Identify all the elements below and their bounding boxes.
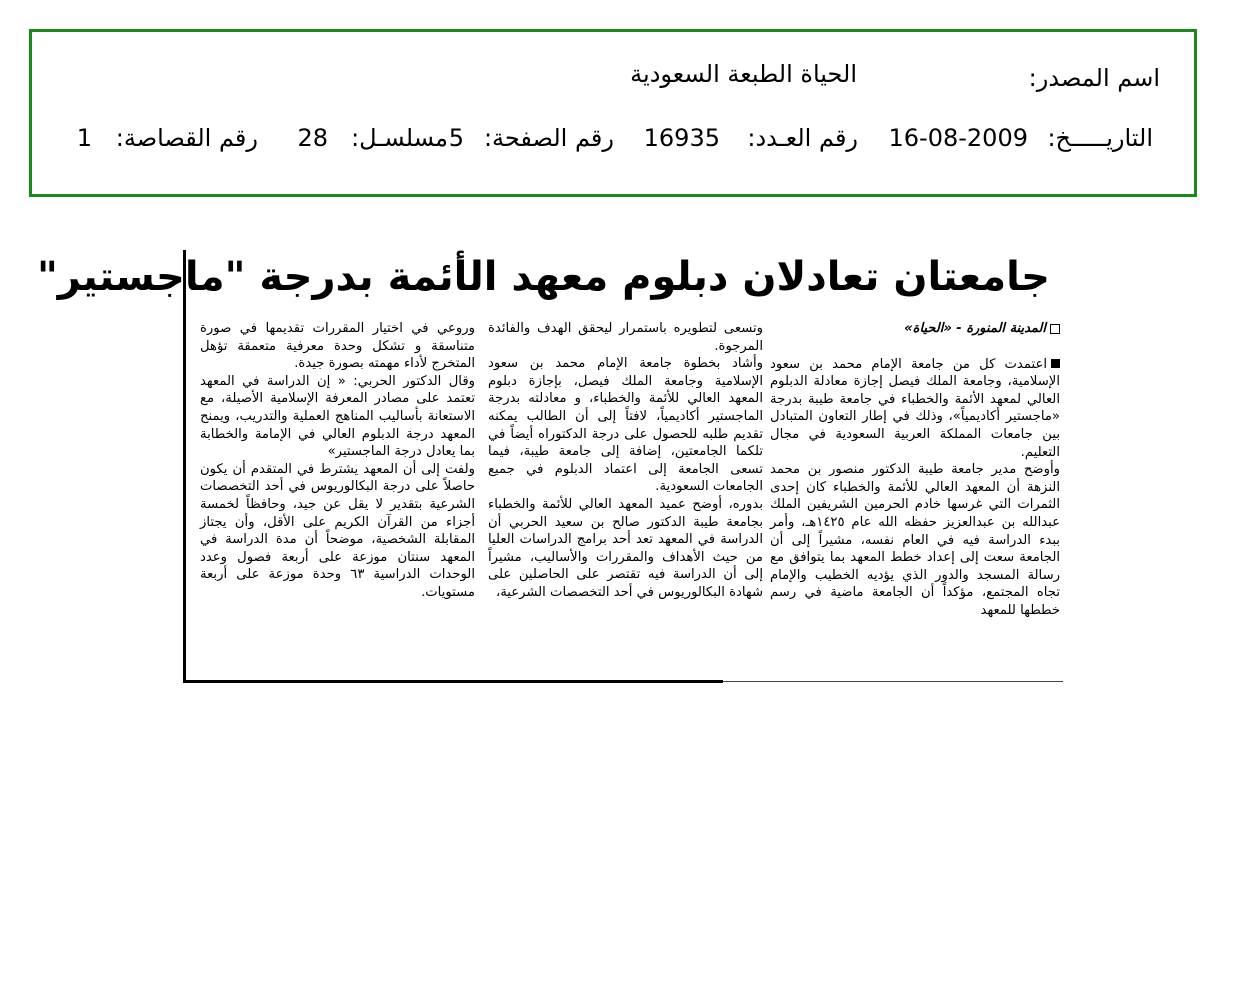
metadata-box [29, 29, 1197, 197]
paragraph: ولفت إلى أن المعهد يشترط في المتقدم أن يكون حاصلاً على درجة البكالوريوس في أحد التخصصات الشرعية بتقدير لا يقل عن جيد، وحافظاً لخمسة أجزاء من القرآن الكريم على الأقل، وأن يجتاز المقابلة الشخصية، موضحاً أن مدة الدراسة في المعهد سنتان موزعة على أربعة فصول وعدد الوحدات الدراسية ٦٣ وحدة موزعة على أربعة مستويات. [200, 461, 475, 600]
serial-value: 28 [297, 124, 328, 152]
article-column-2 [488, 320, 763, 602]
article-border-left [183, 250, 186, 682]
article-border-bottom-thin [723, 681, 1063, 682]
paragraph [770, 356, 1060, 462]
paragraph: وروعي في اختيار المقررات تقديمها في صورة متناسقة و تشكل وحدة معرفية متعمقة تؤهل المتخرج لأداء مهمته بصورة جيدة. [200, 321, 475, 372]
dateline [770, 320, 1060, 338]
clip-label: رقم القصاصة: [115, 124, 258, 152]
paragraph: وقال الدكتور الحربي: « إن الدراسة في المعهد تعتمد على مصادر المعرفة الإسلامية الأصيلة، مع الاستعانة بأساليب المناهج العملية والتدريب، ويمنح المعهد درجة الدبلوم العالي في الإمامة والخطابة بما يعادل درجة الماجستير» [200, 373, 475, 460]
article-border-bottom [183, 680, 723, 683]
dateline-text: المدينة المنورة - «الحياة» [904, 321, 1046, 336]
paragraph: وتسعى لتطويره باستمرار ليحقق الهدف والفائدة المرجوة. [488, 321, 763, 354]
source-label: اسم المصدر: [1028, 64, 1160, 92]
article-column-1 [770, 320, 1060, 620]
page-label: رقم الصفحة: [483, 124, 614, 152]
source-value: الحياة الطبعة السعودية [630, 60, 857, 88]
paragraph: بدوره، أوضح عميد المعهد العالي للأئمة والخطباء بجامعة طيبة الدكتور صالح بن سعيد الحربي أن الدراسة في المعهد تعد أحد برامج الدراسات العليا من حيث الأهداف والمقررات والأساليب، مشيراً إلى أن الدراسة فيه تقتصر على الحاصلين على شهادة البكالوريوس في أحد التخصصات الشرعية، [488, 496, 763, 600]
paragraph-text: اعتمدت كل من جامعة الإمام محمد بن سعود الإسلامية، وجامعة الملك فيصل إجازة معادلة الدبلوم العالي لمعهد الأئمة والخطباء في جامعة طيبة بدرجة «ماجستير أكاديمياً»، وذلك في إطار التعاون المتبادل بين جامعات المملكة العربية السعودية في مجال التعليم. [770, 356, 1060, 460]
filled-square-icon [1051, 359, 1060, 368]
paragraph: وأوضح مدير جامعة طيبة الدكتور منصور بن محمد النزهة أن المعهد العالي للأئمة والخطباء كان إحدى الثمرات التي غرسها خادم الحرمين الشريفين الملك عبدالله بن عبدالعزيز حفظه الله عام ١٤٢٥هـ، وأمر ببدء الدراسة فيه في العام نفسه، مشيراً إلى أن الجامعة سعت إلى إعداد خطط المعهد بما يتوافق مع رسالة المسجد والدور الذي يؤديه الخطيب والإمام تجاه المجتمع، مؤكداً أن الجامعة ماضية في رسم خططها للمعهد [770, 462, 1060, 618]
clip-value: 1 [76, 124, 92, 152]
date-value: 16-08-2009 [888, 124, 1028, 152]
issue-value: 16935 [643, 124, 720, 152]
hollow-square-icon [1050, 324, 1060, 334]
date-label: التاريـــــخ: [1047, 124, 1153, 152]
issue-label: رقم العـدد: [747, 124, 858, 152]
serial-label: مسلسـل: [351, 124, 448, 152]
article-headline: جامعتان تعادلان دبلوم معهد الأئمة بدرجة "ماجستير" [36, 254, 1050, 300]
article-column-3 [200, 320, 475, 602]
paragraph: وأشاد بخطوة جامعة الإمام محمد بن سعود الإسلامية وجامعة الملك فيصل، بإجازة دبلوم المعهد العالي للأئمة والخطباء، و معادلته بدرجة الماجستير أكاديمياً، لافتاً إلى أن الطالب يمكنه تقديم طلبه للحصول على درجة الدكتوراه أيضاً في تلكما الجامعتين، إضافة إلى جامعة طيبة، فيما تسعى الجامعة إلى اعتماد الدبلوم في جميع الجامعات السعودية. [488, 356, 763, 495]
page-value: 5 [448, 124, 464, 152]
